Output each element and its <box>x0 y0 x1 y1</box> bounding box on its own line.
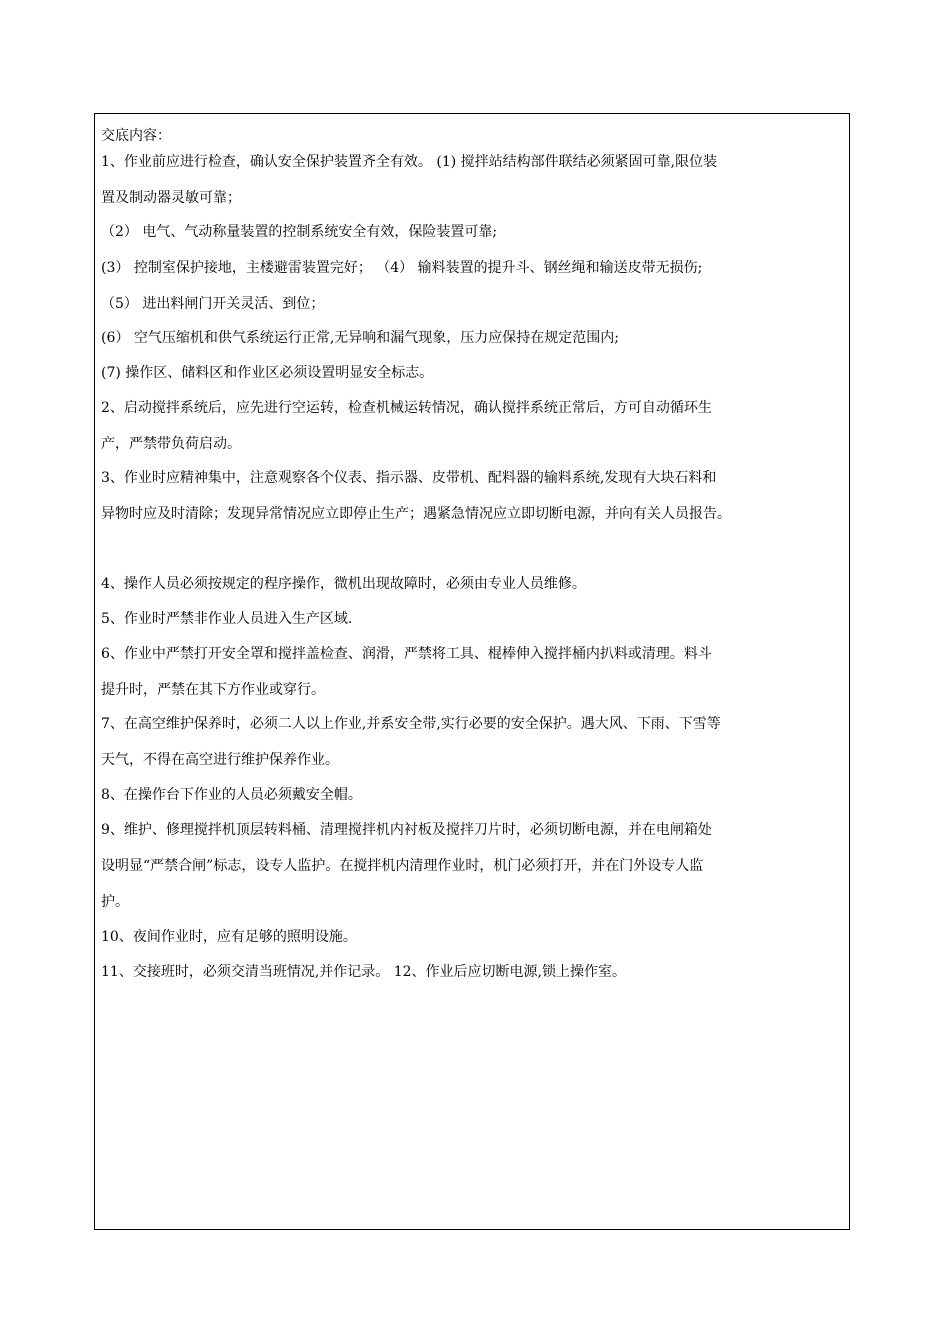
text-line: （2） 电气、气动称量装置的控制系统安全有效，保险装置可靠; <box>101 224 498 240</box>
text-line: （5） 进出料闸门开关灵活、到位； <box>101 296 325 312</box>
text-line: 天气，不得在高空进行维护保养作业。 <box>101 752 339 768</box>
text-line: 2、启动搅拌系统后，应先进行空运转，检查机械运转情况，确认搅拌系统正常后，方可自动循环生 <box>101 400 712 416</box>
text-line: 护。 <box>101 894 129 910</box>
text-line: 设明显“严禁合闸”标志，设专人监护。在搅拌机内清理作业时，机门必须打开，并在门外设专人监 <box>101 858 704 874</box>
text-line: (3） 控制室保护接地，主楼避雷装置完好； （4） 输料装置的提升斗、钢丝绳和输送皮带无损伤; <box>101 260 703 276</box>
text-line: 置及制动器灵敏可靠； <box>101 190 241 206</box>
text-line: 9、维护、修理搅拌机顶层转料桶、清理搅拌机内衬板及搅拌刀片时，必须切断电源，并在电闸箱处 <box>101 822 712 838</box>
text-line: 7、在高空维护保养时，必须二人以上作业,并系安全带,实行必要的安全保护。遇大风、下雨、下雪等 <box>101 716 721 732</box>
text-line: (6） 空气压缩机和供气系统运行正常,无异响和漏气现象，压力应保持在规定范围内; <box>101 330 619 346</box>
text-line: (7) 操作区、储料区和作业区必须设置明显安全标志。 <box>101 365 434 381</box>
text-line: 4、操作人员必须按规定的程序操作，微机出现故障时，必须由专业人员维修。 <box>101 576 586 592</box>
text-line: 10、夜间作业时，应有足够的照明设施。 <box>101 929 357 945</box>
text-line: 提升时，严禁在其下方作业或穿行。 <box>101 682 325 698</box>
text-line: 产，严禁带负荷启动。 <box>101 436 241 452</box>
text-line: 1、作业前应进行检查，确认安全保护装置齐全有效。 (1) 搅拌站结构部件联结必须紧固可靠,限位装 <box>101 154 718 170</box>
text-line: 11、交接班时，必须交清当班情况,并作记录。 12、作业后应切断电源,锁上操作室。 <box>101 964 626 980</box>
text-line: 3、作业时应精神集中，注意观察各个仪表、指示器、皮带机、配料器的输料系统,发现有大块石料和 <box>101 470 717 486</box>
content-frame <box>94 113 850 1230</box>
text-line: 5、作业时严禁非作业人员进入生产区域. <box>101 611 353 627</box>
text-line: 异物时应及时清除；发现异常情况应立即停止生产；遇紧急情况应立即切断电源，并向有关人员报告。 <box>101 506 731 522</box>
text-line: 6、作业中严禁打开安全罩和搅拌盖检查、润滑，严禁将工具、棍棒伸入搅拌桶内扒料或清理。料斗 <box>101 646 712 662</box>
heading: 交底内容： <box>101 128 171 144</box>
text-line: 8、在操作台下作业的人员必须戴安全帽。 <box>101 787 362 803</box>
